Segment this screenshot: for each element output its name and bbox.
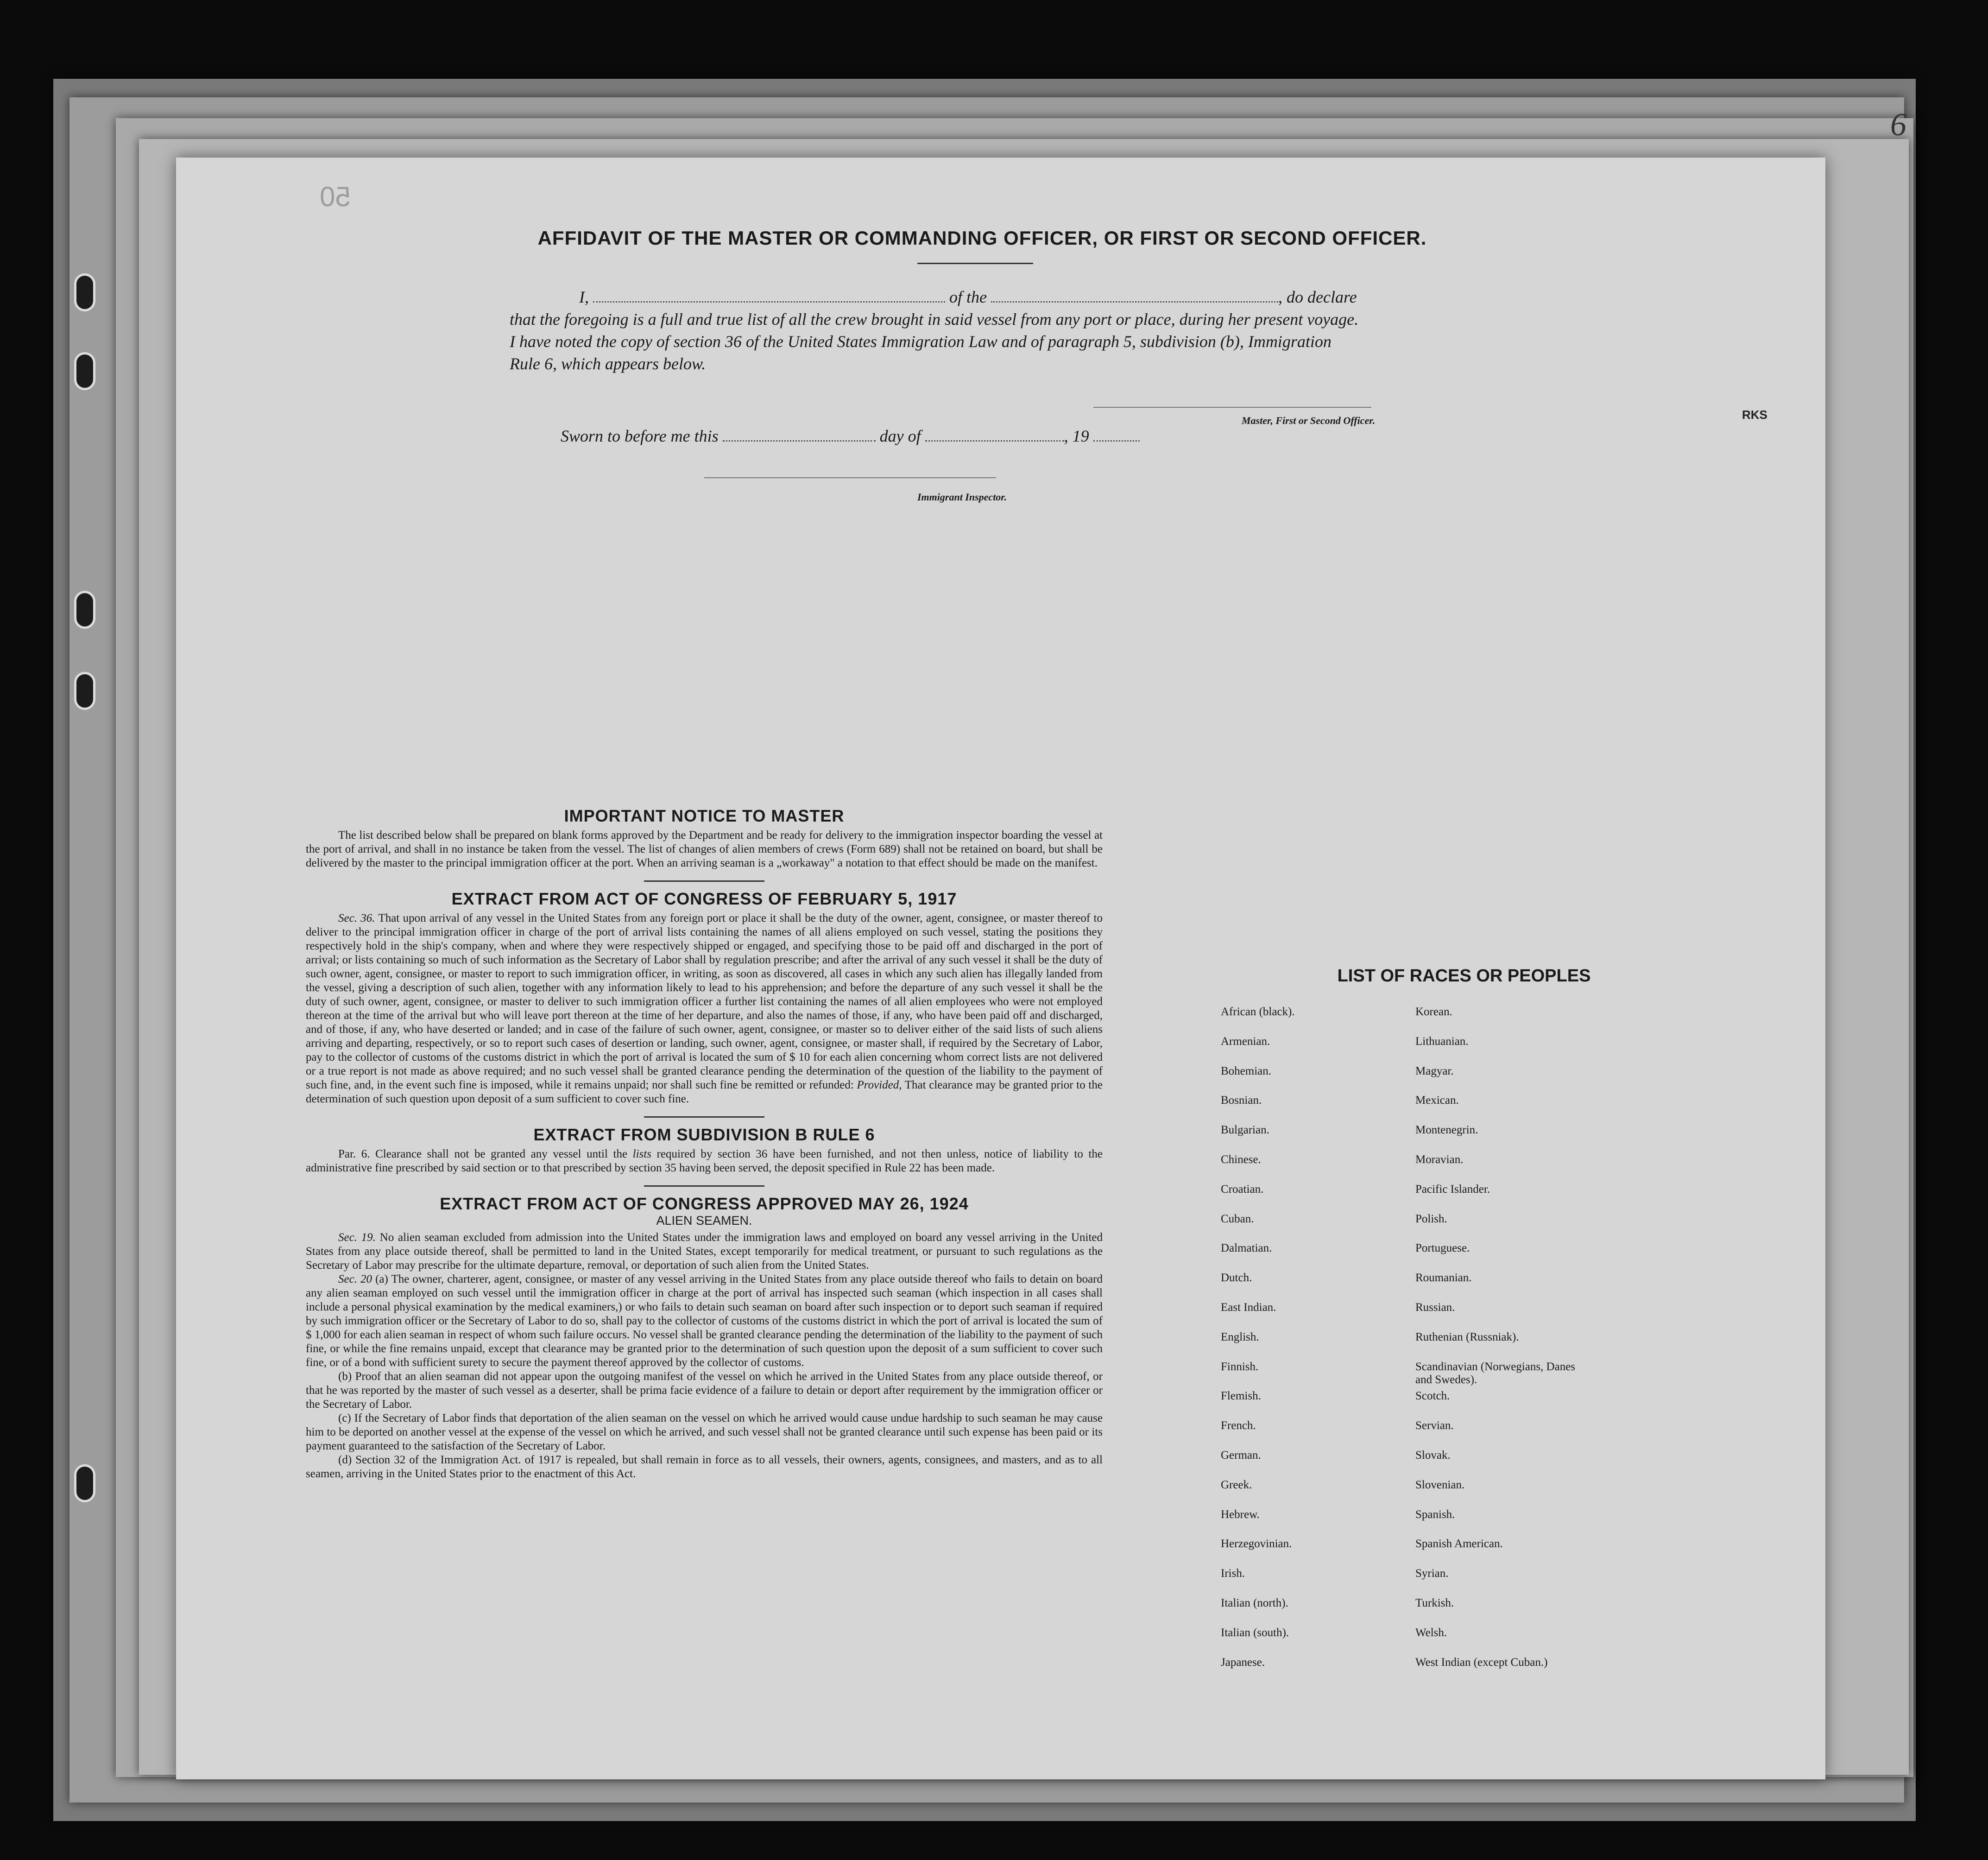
binder-hole	[74, 591, 95, 629]
race-item: Montenegrin.	[1415, 1124, 1478, 1137]
race-item: Herzegovinian.	[1221, 1537, 1292, 1550]
race-item: Flemish.	[1221, 1390, 1261, 1403]
race-item: Bulgarian.	[1221, 1124, 1269, 1137]
race-item: Japanese.	[1221, 1656, 1265, 1669]
provided-word: Provided,	[857, 1079, 902, 1091]
sec19-text	[306, 1231, 1103, 1272]
race-item: Russian.	[1415, 1301, 1455, 1314]
binder-hole	[74, 1464, 95, 1502]
extract-1917-title: EXTRACT FROM ACT OF CONGRESS OF FEBRUARY 5, 1917	[451, 889, 957, 908]
race-item: Cuban.	[1221, 1212, 1254, 1225]
lists-word: lists	[632, 1148, 651, 1160]
race-item: Portuguese.	[1415, 1242, 1470, 1255]
sec19-label: Sec. 19.	[338, 1231, 376, 1244]
sworn-text: Sworn to before me this	[561, 427, 719, 445]
race-item: Finnish.	[1221, 1360, 1259, 1373]
rule6-text-b: required by section 36 have been furnished, and not then unless, notice of liability to the administrative fine prescribed by said section or to that prescribed by section 35 having been served, the deposit specified in Rule 22 has been made.	[306, 1148, 1103, 1174]
race-item: Chinese.	[1221, 1153, 1261, 1166]
title-rule	[917, 263, 1033, 264]
affidavit-line-2: that the foregoing is a full and true list of all the crew brought in said vessel from any port or place, during her present voyage.	[510, 310, 1359, 329]
race-item: Greek.	[1221, 1478, 1252, 1491]
sworn-line	[561, 426, 1140, 446]
binder-hole	[74, 672, 95, 710]
sec36-text: That upon arrival of any vessel in the United States from any foreign port or place it shall be the duty of the owner, agent, consignee, or master thereof to deliver to the principal immigration officer in charge of the port of arrival lists containing the names of all aliens employed on such vessel, stating the positions they respectively hold in the ship's company, when and where they were respectively shipped or engaged, and specifying those to be paid off and discharged in the port of arrival; or lists containing so much of such information as the Secretary of Labor shall by regulation prescribe; and after the arrival of any such vessel it shall be the duty of such owner, agent, consignee, or master to report to such immigration officer, in writing, as soon as discovered, all cases in which any such alien has illegally landed from the vessel, giving a description of such alien, together with any information likely to lead to his apprehension; and before the departure of any such vessel it shall be the duty of such owner, agent, consignee, or master to deliver to such immigration officer a further list containing the names of all alien employees who were not employed thereon at the time of the arrival but who will leave port thereon at the time of her departure, and also the names of those, if any, who have been paid off and discharged, and of those, if any, who have deserted or landed; and in case of the failure of such owner, agent, consignee, or master so to deliver either of the said lists of such aliens arriving and departing, respectively, or so to report such cases of desertion or landing, such owner, agent, consignee, or master shall, if required by the Secretary of Labor, pay to the collector of customs of the customs district in which the port of arrival is located the sum of $ 10 for each alien concerning whom correct lists are not delivered or a true report is not made as above required; and no such vessel shall be granted clearance pending the determination of the question of the liability to the payment of such fine, and, in the event such fine is imposed, while it remains unpaid; nor shall such fine be remitted or refunded:	[306, 912, 1103, 1091]
race-item: Welsh.	[1415, 1626, 1447, 1639]
race-item: Spanish.	[1415, 1508, 1455, 1521]
affidavit-page	[176, 158, 1825, 1779]
races-title: LIST OF RACES OR PEOPLES	[1337, 966, 1591, 986]
race-item: Bohemian.	[1221, 1064, 1272, 1077]
race-item: Lithuanian.	[1415, 1035, 1469, 1048]
corner-handwritten-mark: 6	[1890, 107, 1906, 143]
affidavit-line-4: Rule 6, which appears below.	[510, 354, 706, 373]
notice-title: IMPORTANT NOTICE TO MASTER	[564, 806, 845, 825]
race-item: Dalmatian.	[1221, 1242, 1272, 1255]
race-item: Scandinavian (Norwegians, Danes and Swedes).	[1415, 1360, 1576, 1386]
affidavit-of-the: of the	[949, 288, 987, 306]
affidavit-i: I,	[579, 288, 589, 306]
race-item: Syrian.	[1415, 1567, 1449, 1580]
race-item: Armenian.	[1221, 1035, 1270, 1048]
race-item: Spanish American.	[1415, 1537, 1503, 1550]
inspector-signature-line[interactable]	[704, 477, 996, 478]
sec36-label: Sec. 36.	[338, 912, 375, 924]
binder-hole	[74, 352, 95, 390]
race-item: Dutch.	[1221, 1272, 1252, 1284]
affidavit-declare: , do declare	[1278, 288, 1357, 306]
notice-text: The list described below shall be prepared on blank forms approved by the Department and be ready for delivery to the immigration inspector boarding the vessel at the port of arrival, and shall in no instance be taken from the vessel. The list of changes of alien members of crews (Form 689) shall not be retained on board, but shall be delivered by the master to the principal immigration officer at the port. When an arriving seaman is a „workaway" a notation to that effect should be made on the manifest.	[306, 829, 1103, 869]
race-item: Scotch.	[1415, 1390, 1450, 1403]
race-item: English.	[1221, 1330, 1259, 1343]
sec20a-text	[306, 1272, 1103, 1370]
sec20a-body: (a) The owner, charterer, agent, consignee, or master of any vessel arriving in the United States from any place outside thereof who fails to detain on board any alien seaman employed on such vessel until the immigration officer in charge at the port of arrival has inspected such seaman (which inspection in all cases shall include a personal physical examination by the medical examiners,) or who fails to detain such seaman on board after such inspection or to deport such seaman if required by such immigration officer or the Secretary of Labor to do so, shall pay to the collector of customs of the customs district in which the port of arrival is located the sum of $ 1,000 for each alien seaman in respect of whom such failure occurs. No vessel shall be granted clearance pending the determination of the liability to the payment of such fine, or while the fine remains unpaid, except that clearance may be granted prior to the determination of such question upon the deposit of a sum sufficient to cover such fine, or of a bond with sufficient surety to secure the payment thereof approved by the collector of customs.	[306, 1273, 1103, 1369]
race-item: Ruthenian (Russniak).	[1415, 1330, 1519, 1343]
affidavit-title: AFFIDAVIT OF THE MASTER OR COMMANDING OFFICER, OR FIRST OR SECOND OFFICER.	[537, 227, 1427, 249]
affidavit-line-3: I have noted the copy of section 36 of the United States Immigration Law and of paragraph 5, subdivision (b), Immigration	[510, 332, 1332, 351]
race-item: Pacific Islander.	[1415, 1183, 1490, 1196]
rule6-text-a: Par. 6. Clearance shall not be granted any vessel until the	[338, 1148, 628, 1160]
races-right-column	[1415, 1006, 1656, 1685]
race-item: Roumanian.	[1415, 1272, 1472, 1284]
section-separator	[644, 1116, 764, 1118]
race-item: French.	[1221, 1419, 1256, 1432]
section-separator	[644, 1185, 764, 1187]
race-item: East Indian.	[1221, 1301, 1276, 1314]
race-item: African (black).	[1221, 1006, 1295, 1018]
race-item: Slovenian.	[1415, 1478, 1465, 1491]
vessel-name-field[interactable]	[991, 301, 1278, 303]
race-item: Irish.	[1221, 1567, 1245, 1580]
race-item: West Indian (except Cuban.)	[1415, 1656, 1548, 1669]
sheet-number: 50	[320, 181, 351, 212]
race-item: Magyar.	[1415, 1064, 1454, 1077]
race-item: Italian (south).	[1221, 1626, 1289, 1639]
sworn-day-field[interactable]	[723, 440, 876, 442]
sworn-year-field[interactable]	[1093, 440, 1140, 442]
sworn-year: , 19	[1064, 427, 1089, 445]
sec20c-text: (c) If the Secretary of Labor finds that deportation of the alien seaman on the vessel on which he arrived would cause undue hardship to such seaman he may cause him to be deported on another vessel at the expense of the vessel on which he arrived, and such vessel shall not be granted clearance until such expense has been paid or its payment guaranteed to the satisfaction of the Secretary of Labor.	[306, 1412, 1103, 1452]
side-mark: RKS	[1742, 408, 1767, 422]
sec36-text-end: That clearance may be granted prior to the determination of such question upon deposit of a sum sufficient to cover such fine.	[306, 1079, 1103, 1105]
sec19-body: No alien seaman excluded from admission into the United States under the immigration laws and employed on board any vessel arriving in the United States from any place outside thereof, shall be permitted to land in the United States, except temporarily for medical treatment, or pursuant to such regulations as the Secretary of Labor may prescribe for the ultimate departure, removal, or deportation of such alien from the United States.	[306, 1231, 1103, 1272]
affidavit-line-1	[579, 287, 1357, 307]
section-separator	[644, 880, 764, 882]
sworn-month-field[interactable]	[925, 440, 1064, 442]
race-item: Bosnian.	[1221, 1094, 1262, 1107]
extract-1924-title: EXTRACT FROM ACT OF CONGRESS APPROVED MAY 26, 1924	[440, 1194, 969, 1213]
race-item: Hebrew.	[1221, 1508, 1260, 1521]
extract-rule6-text	[306, 1147, 1103, 1175]
race-item: Turkish.	[1415, 1596, 1454, 1609]
sec20d-text: (d) Section 32 of the Immigration Act. of 1917 is repealed, but shall remain in force as to all vessels, their owners, agents, consignees, and masters, and as to all seamen, arriving in the United States prior to the enactment of this Act.	[306, 1454, 1103, 1480]
race-item: Italian (north).	[1221, 1596, 1288, 1609]
race-item: Mexican.	[1415, 1094, 1459, 1107]
race-item: Slovak.	[1415, 1449, 1451, 1461]
extract-1924-subtitle: ALIEN SEAMEN.	[656, 1214, 752, 1227]
sec20b-text: (b) Proof that an alien seaman did not appear upon the outgoing manifest of the vessel on which he arrived in the United States from any place outside thereof, or that he was reported by the master of such vessel as a deserter, shall be prima facie evidence of a failure to detain or deport after requirement by the immigration officer or the Secretary of Labor.	[306, 1370, 1103, 1411]
sec20-label: Sec. 20	[338, 1273, 372, 1285]
extract-rule6-title: EXTRACT FROM SUBDIVISION B RULE 6	[533, 1125, 875, 1144]
officer-name-field[interactable]	[593, 301, 945, 303]
race-item: Polish.	[1415, 1212, 1447, 1225]
master-signature-line[interactable]	[1093, 407, 1371, 408]
race-item: Moravian.	[1415, 1153, 1464, 1166]
master-caption: Master, First or Second Officer.	[1242, 415, 1376, 426]
binder-hole	[74, 273, 95, 311]
notice-block	[306, 802, 1103, 1481]
race-item: German.	[1221, 1449, 1261, 1461]
race-item: Korean.	[1415, 1006, 1452, 1018]
race-item: Croatian.	[1221, 1183, 1264, 1196]
race-item: Servian.	[1415, 1419, 1454, 1432]
inspector-caption: Immigrant Inspector.	[917, 491, 1007, 503]
sworn-day-of: day of	[879, 427, 921, 445]
extract-1917-text	[306, 911, 1103, 1106]
